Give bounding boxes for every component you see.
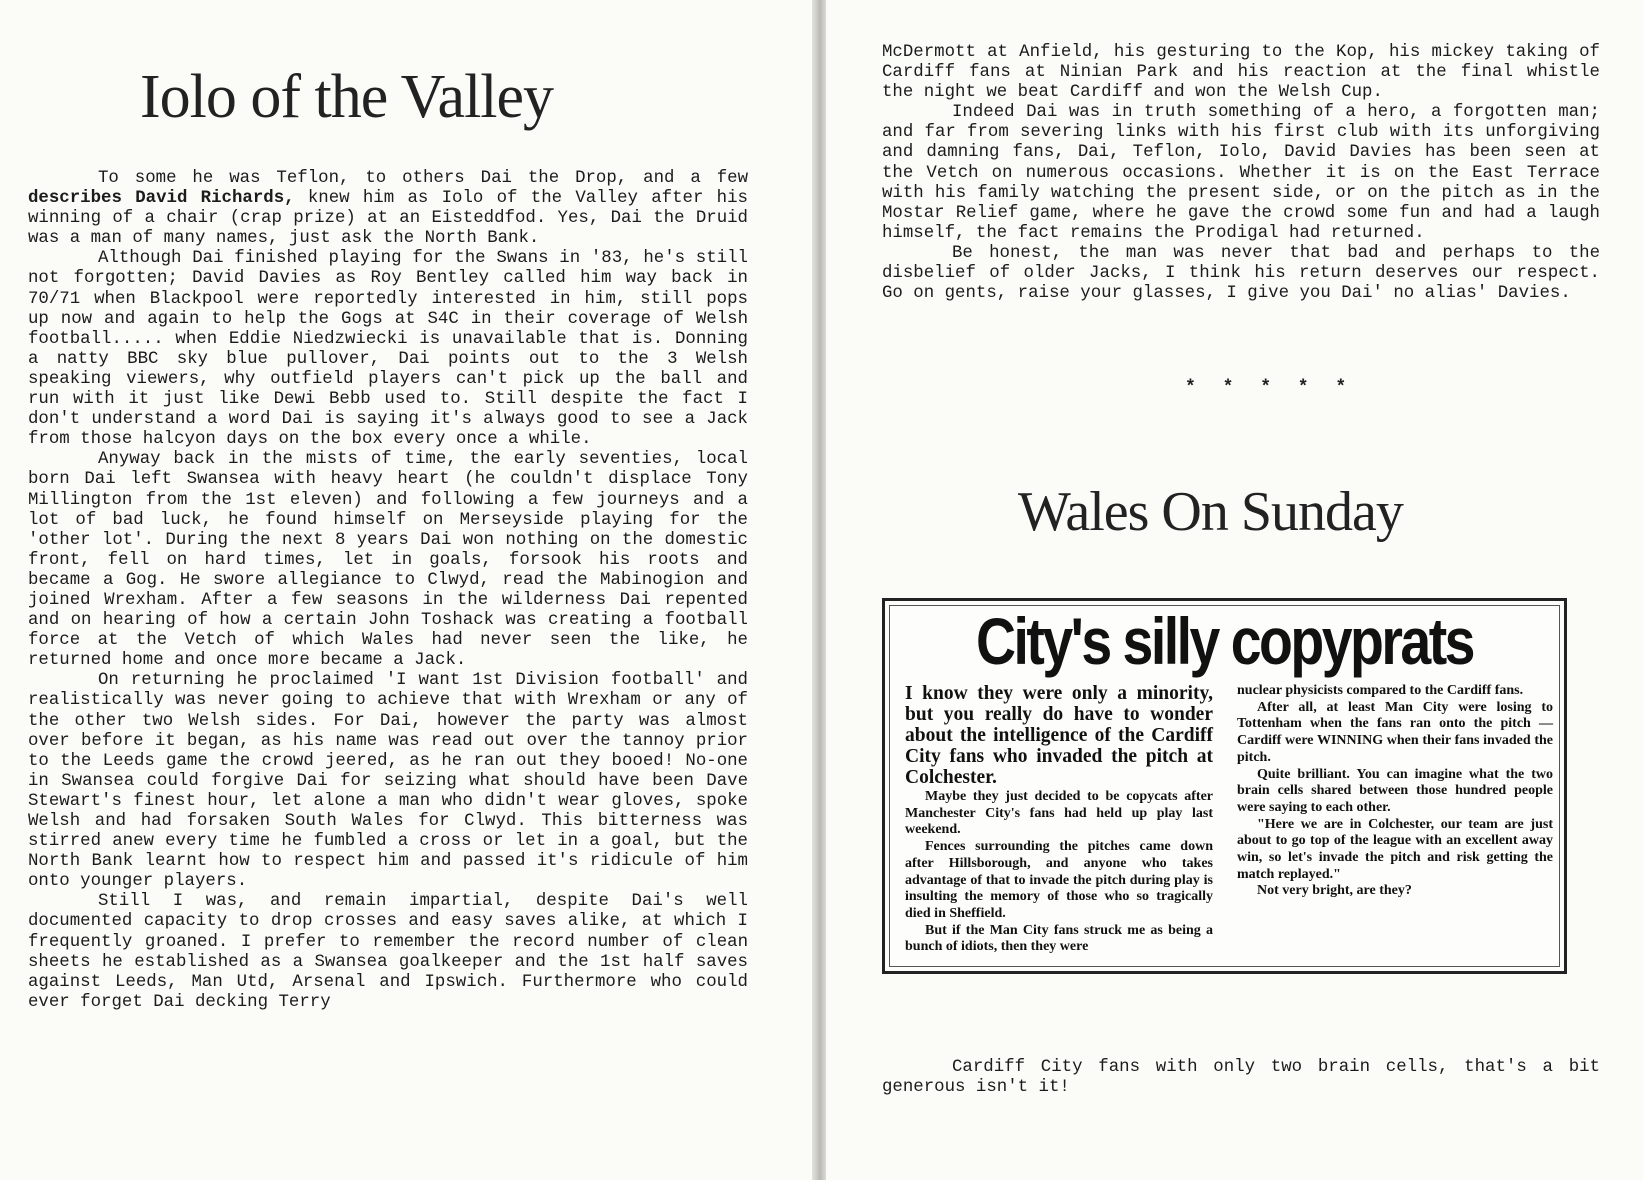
clipping-paragraph: After all, at least Man City were losing to Tottenham when the fans ran onto the pitch — Cardiff were WINNING when their fans invaded the pitch. — [1237, 699, 1553, 765]
paragraph: Although Dai finished playing for the Swans in '83, he's still not forgotten; David Davies as Roy Bentley called him way back in 70/71 when Blackpool were reportedly interested in him, still pops up now and again to help the Gogs at S4C in their coverage of Welsh football..... when Eddie Niedzwiecki is unavailable that is. Donning a natty BBC sky blue pullover, Dai points out to the 3 Welsh speaking viewers, why outfield players can't pick up the ball and run with it just like Dewi Bebb used to. Still despite the fact I don't understand a word Dai is saying it's always good to see a Jack from those halcyon days on the box every once a while. — [28, 249, 748, 450]
page-title-left: Iolo of the Valley — [140, 63, 554, 131]
clipping-headline: City's silly copyprats — [976, 604, 1473, 678]
left-page — [0, 0, 812, 1180]
clipping-caption — [882, 1058, 1600, 1098]
paragraph: McDermott at Anfield, his gesturing to the Kop, his mickey taking of Cardiff fans at Ninian Park and his reaction at the final whistle the night we beat Cardiff and won the Welsh Cup. — [882, 43, 1600, 103]
clipping-column-left — [905, 683, 1213, 956]
clipping-paragraph: But if the Man City fans struck me as being a bunch of idiots, then they were — [905, 922, 1213, 955]
clipping-paragraph: nuclear physicists compared to the Cardiff fans. — [1237, 683, 1524, 698]
paragraph — [28, 169, 748, 249]
section-separator: * * * * * — [1185, 378, 1355, 398]
article-body-right — [882, 43, 1600, 304]
paragraph: Still I was, and remain impartial, despite Dai's well documented capacity to drop crosses and easy saves alike, at which I frequently groaned. I prefer to remember the record number of clean sheets he established as a Swansea goalkeeper and the 1st half saves against Leeds, Man Utd, Arsenal and Ipswich. Furthermore who could ever forget Dai decking Terry — [28, 892, 748, 1012]
paragraph: Be honest, the man was never that bad and perhaps to the disbelief of older Jacks, I think his return deserves our respect. Go on gents, raise your glasses, I give you Dai' no alias' Davies. — [882, 243, 1600, 304]
clipping-column-right — [1237, 683, 1553, 900]
paragraph: On returning he proclaimed 'I want 1st Division football' and realistically was never going to achieve that with Wrexham or any of the other two Welsh sides. For Dai, however the party was almost over before it began, as his name was read out over the tannoy prior to the Leeds game the crowd jeered, as he ran out they booed! No-one in Swansea could forgive Dai for seizing what should have been Dave Stewart's finest hour, let alone a man who didn't wear gloves, spoke Welsh and had forsaken South Wales for Clwyd. This bitterness was stirred anew every time he fumbled a cross or let in a goal, but the North Bank learnt how to respect him and passed it's ridicule of him onto younger players. — [28, 671, 748, 892]
paragraph-text: To some he was Teflon, to others Dai the Drop, and a few — [98, 169, 748, 188]
bold-phrase: describes David Richards, — [28, 189, 295, 209]
paragraph: Indeed Dai was in truth something of a hero, a forgotten man; and far from severing links with his first club with its unforgiving and damning fans, Dai, Teflon, Iolo, David Davies has been seen at the Vetch on numerous occasions. Whether it is on the East Terrace with his family watching the present side, or on the pitch as in the Mostar Relief game, where he gave the crowd some fun and had a laugh himself, the fact remains the Prodigal had returned. — [882, 103, 1600, 243]
clipping-paragraph: Maybe they just decided to be copycats after Manchester City's fans had held up play last weekend. — [905, 789, 1213, 838]
page-title-right: Wales On Sunday — [1018, 481, 1403, 543]
clipping-paragraph: Not very bright, are they? — [1257, 883, 1412, 899]
clipping-lead: I know they were only a minority, but you really do have to wonder about the intelligence of the Cardiff City fans who invaded the pitch at Colchester. — [905, 683, 1213, 788]
article-body-left — [28, 169, 748, 1013]
clipping-paragraph: "Here we are in Colchester, our team are just about to go top of the league with an excellent away win, so let's invade the pitch and risk getting the match replayed." — [1237, 816, 1553, 882]
clipping-paragraph: Quite brilliant. You can imagine what the two brain cells shared between those hundred people were saying to each other. — [1237, 766, 1553, 815]
newspaper-clipping — [882, 598, 1567, 974]
caption-text: Cardiff City fans with only two brain cells, that's a bit generous isn't it! — [882, 1058, 1600, 1098]
clipping-paragraph: Fences surrounding the pitches came down after Hillsborough, and anyone who takes advantage of that to invade the pitch during play is insulting the memory of those who so tragically died in Sheffield. — [905, 839, 1213, 921]
book-spine — [812, 0, 826, 1180]
paragraph: Anyway back in the mists of time, the early seventies, local born Dai left Swansea with heavy heart (he couldn't displace Tony Millington from the 1st eleven) and following a few journeys and a lot of bad luck, he found himself on Merseyside playing for the 'other lot'. During the next 8 years Dai won nothing on the domestic front, fell on hard times, let in goals, forsook his roots and became a Gog. He swore allegiance to Clwyd, read the Mabinogion and joined Wrexham. After a few seasons in the wilderness Dai repented and on hearing of how a certain John Toshack was creating a football force at the Vetch of which Wales had never seen the like, he returned home and once more became a Jack. — [28, 450, 748, 671]
paragraph-text: knew him as Iolo of the Valley after his winning of a chair (crap prize) at an Eisteddfod. Yes, Dai the Druid was a man of many names, just ask the North Bank. — [28, 189, 748, 249]
